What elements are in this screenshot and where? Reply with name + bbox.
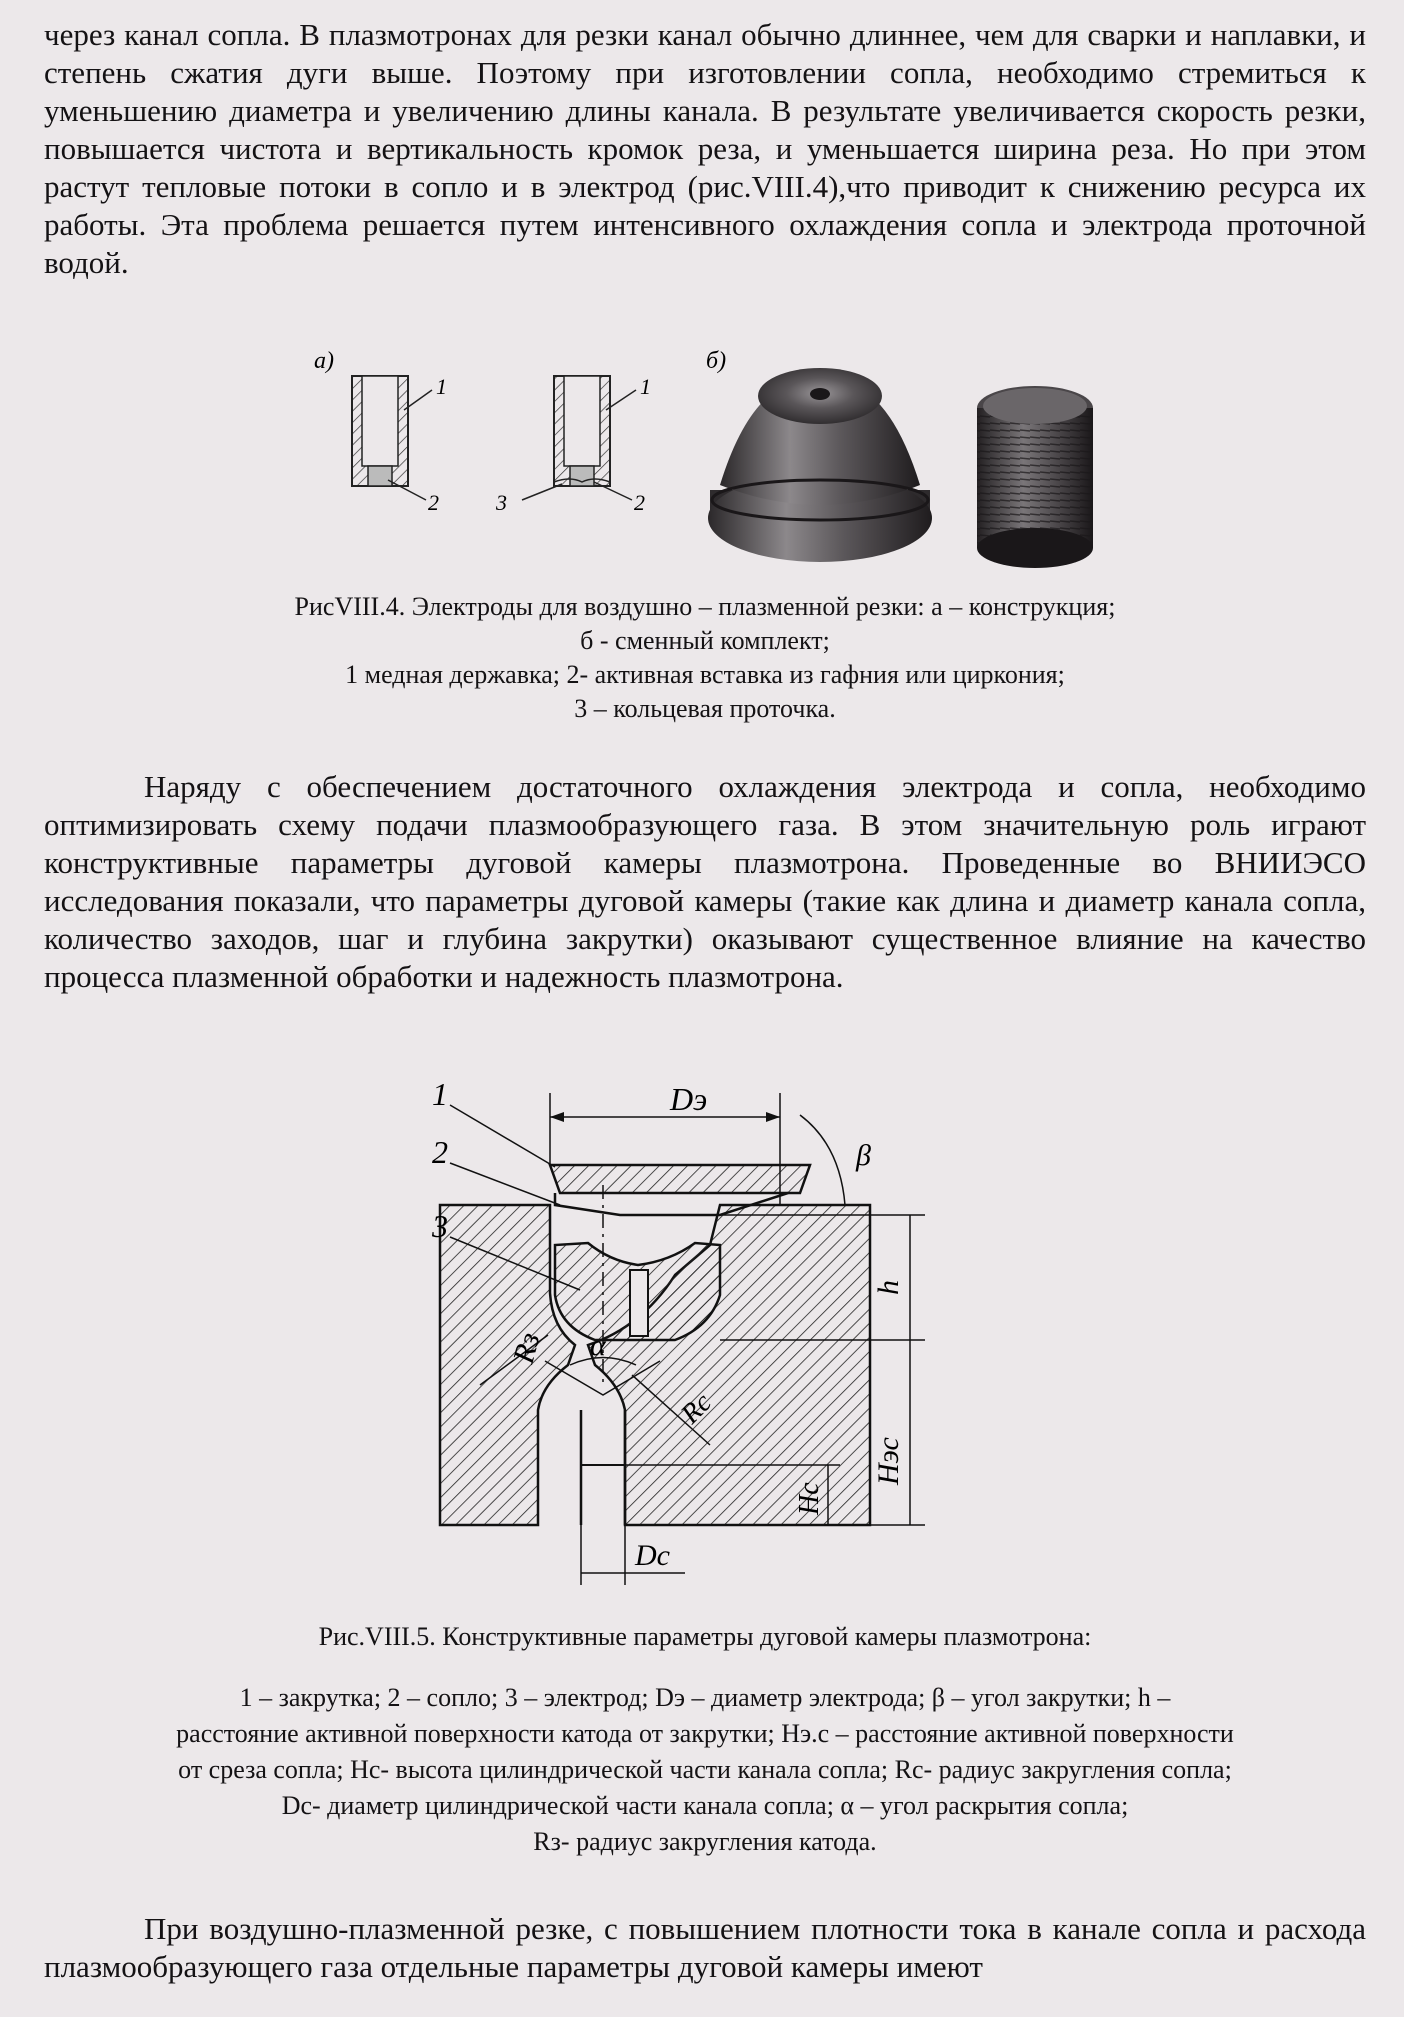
figure-electrodes <box>300 350 1120 595</box>
fig5-label-De: Dэ <box>670 1081 708 1117</box>
fig5-label-beta: β <box>856 1139 871 1172</box>
fig5-label-Dc: Dc <box>635 1539 670 1572</box>
fig4-label-2a: 2 <box>428 490 439 515</box>
electrode-drawing-2 <box>522 376 636 500</box>
paragraph-3: При воздушно-плазменной резке, с повышением плотности тока в канале сопла и расхода плазмообразующего газа отдельные параметры дуговой камеры имеют <box>44 1911 1366 1984</box>
electrode-drawing-1 <box>352 376 432 500</box>
fig4-caption-line-3: 1 медная державка; 2- активная вставка из гафния или циркония; <box>345 660 1065 689</box>
fig5-caption-line-5: Rз- радиус закругления катода. <box>533 1827 877 1856</box>
figure-4-caption <box>44 590 1366 726</box>
nozzle-cap-photo <box>708 368 932 562</box>
paragraph-1: через канал сопла. В плазмотронах для резки канал обычно длиннее, чем для сварки и наплавки, и степень сжатия дуги выше. Поэтому при изготовлении сопла, необходимо стремиться к уменьшению диаметра и увеличению длины канала. В результате увеличивается скорость резки, повышается чистота и вертикальность кромок реза, и уменьшается ширина реза. Но при этом растут тепловые потоки в сопло и в электрод (рис.VIII.4),что приводит к снижению ресурса их работы. Эта проблема решается путем интенсивного охлаждения сопла и электрода проточной водой. <box>44 17 1366 280</box>
fig4-label-a: а) <box>314 350 334 374</box>
figure-5-caption <box>44 1680 1366 1860</box>
fig5-caption-line-4: Dс- диаметр цилиндрической части канала сопла; α – угол раскрытия сопла; <box>281 1791 1129 1820</box>
fig4-label-1a: 1 <box>436 374 447 399</box>
threaded-insert-photo <box>977 386 1093 568</box>
fig5-label-Hc: Hc <box>794 1482 825 1515</box>
fig5-label-3: 3 <box>432 1208 448 1244</box>
figure-5-title: Рис.VIII.5. Конструктивные параметры дуговой камеры плазмотрона: <box>318 1622 1092 1651</box>
fig4-label-3: 3 <box>496 490 507 515</box>
fig5-caption-line-3: от среза сопла; Hс- высота цилиндрической части канала сопла; Rс- радиус закругления сопла; <box>178 1755 1232 1784</box>
fig5-caption-line-2: расстояние активной поверхности катода от закрутки; Hэ.с – расстояние активной поверхности <box>176 1719 1234 1748</box>
fig5-label-R3: Rз <box>506 1329 547 1367</box>
fig4-label-1b: 1 <box>640 374 651 399</box>
fig5-label-h: h <box>872 1280 905 1295</box>
fig4-label-b: б) <box>706 350 727 374</box>
fig5-label-Hec: Hэс <box>872 1437 905 1485</box>
figure-arc-chamber <box>420 1065 980 1600</box>
fig5-label-alpha: α <box>590 1329 606 1362</box>
fig4-caption-line-2: б - сменный комплект; <box>580 626 830 655</box>
paragraph-2: Наряду с обеспечением достаточного охлаждения электрода и сопла, необходимо оптимизировать схему подачи плазмообразующего газа. В этом значительную роль играют конструктивные параметры дуговой камеры плазмотрона. Проведенные во ВНИИЭСО исследования показали, что параметры дуговой камеры (такие как длина и диаметр канала сопла, количество заходов, шаг и глубина закрутки) оказывают существенное влияние на качество процесса плазменной обработки и надежность плазмотрона. <box>44 769 1366 994</box>
fig4-label-2b: 2 <box>634 490 645 515</box>
fig4-caption-line-1: РисVIII.4. Электроды для воздушно – плазменной резки: а – конструкция; <box>294 592 1116 621</box>
fig5-label-Rc: Rc <box>675 1387 718 1430</box>
fig5-label-2: 2 <box>432 1134 448 1170</box>
fig5-label-1: 1 <box>432 1076 448 1112</box>
fig5-caption-line-1: 1 – закрутка; 2 – сопло; 3 – электрод; Dэ – диаметр электрода; β – угол закрутки; h – <box>239 1683 1171 1712</box>
fig4-caption-line-4: 3 – кольцевая проточка. <box>574 694 836 723</box>
